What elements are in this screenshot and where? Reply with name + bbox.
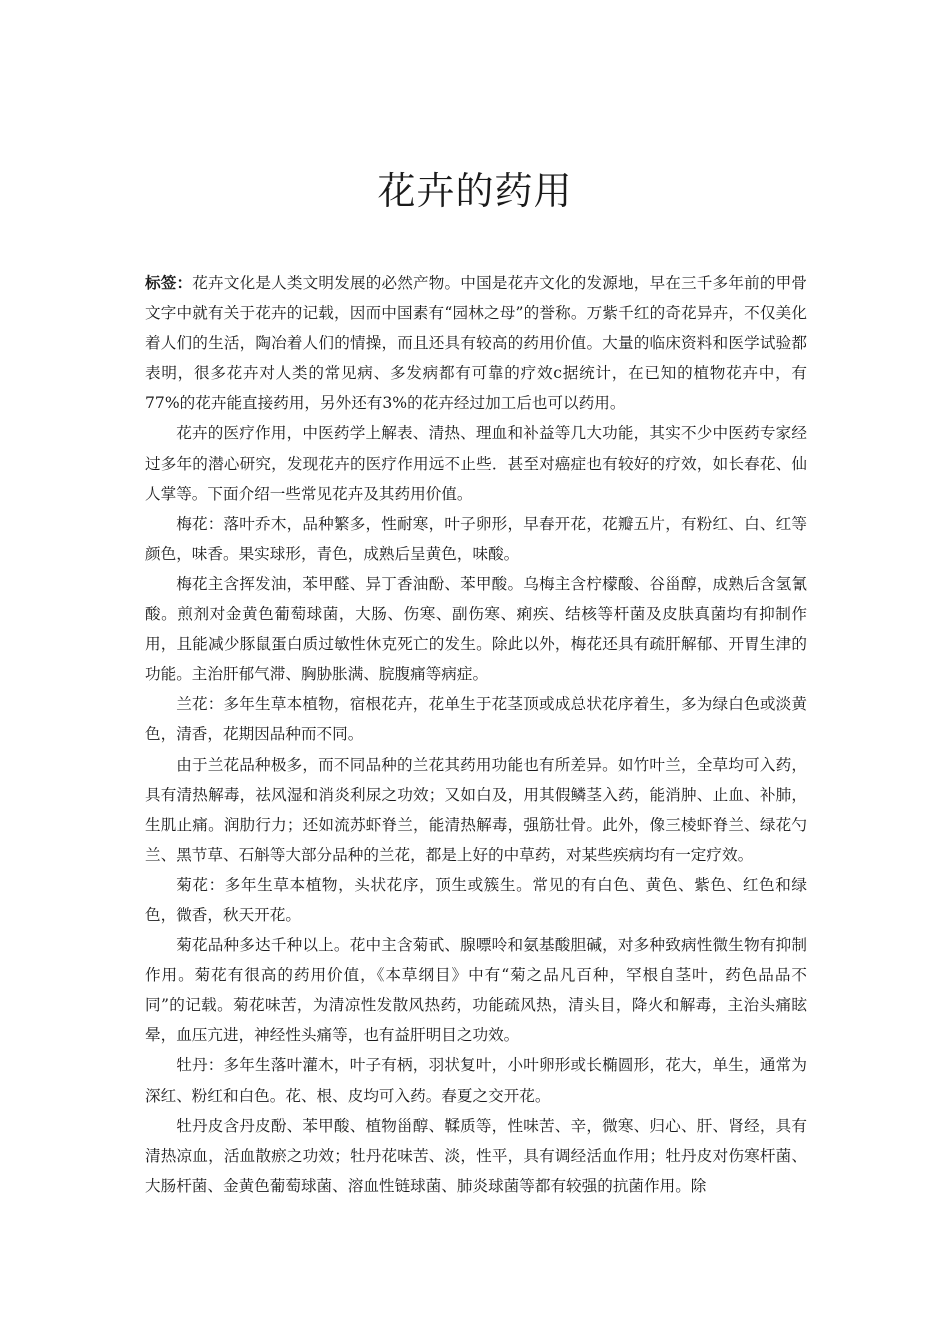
abstract-text: 花卉文化是人类文明发展的必然产物。中国是花卉文化的发源地，早在三千多年前的甲骨文字中就有关于花卉的记载，因而中国素有“园林之母”的誉称。万紫千红的奇花异卉，不仅美化着人们的生活，陶冶着人们的情操，而且还具有较高的药用价值。大量的临床资料和医学试验都表明，很多花卉对人类的常见病、多发病都有可靠的疗效c据统计，在已知的植物花卉中，有77%的花卉能直接药用，另外还有3%的花卉经过加工后也可以药用。 [145, 274, 807, 413]
paragraph-orchid-description: 兰花：多年生草本植物，宿根花卉，花单生于花茎顶或成总状花序着生，多为绿白色或淡黄色，清香，花期因品种而不同。 [145, 695, 807, 744]
paragraph-peony-medicinal: 牡丹皮含丹皮酚、苯甲酸、植物甾醇、鞣质等，性味苦、辛，微寒、归心、肝、肾经，具有清热凉血，活血散瘀之功效；牡丹花味苦、淡，性平，具有调经活血作用；牡丹皮对伤寒杆菌、大肠杆菌、金黄色葡萄球菌、溶血性链球菌、肺炎球菌等都有较强的抗菌作用。除 [145, 1116, 807, 1195]
paragraph-orchid-medicinal: 由于兰花品种极多，而不同品种的兰花其药用功能也有所差异。如竹叶兰，全草均可入药，具有清热解毒，祛风湿和消炎利尿之功效；又如白及，用其假鳞茎入药，能消肿、止血、补肺，生肌止痛。润肋行力；还如流苏虾脊兰，能清热解毒，强筋壮骨。此外，像三棱虾脊兰、绿花勺兰、黑节草、石斛等大部分品种的兰花，都是上好的中草药，对某些疾病均有一定疗效。 [145, 755, 807, 864]
abstract-paragraph [145, 268, 807, 418]
paragraph-plum-description: 梅花：落叶乔木，品种繁多，性耐寒，叶子卵形，早春开花，花瓣五片，有粉红、白、红等颜色，味香。果实球形，青色，成熟后呈黄色，味酸。 [145, 514, 807, 563]
document-body [145, 268, 807, 1201]
paragraph-intro: 花卉的医疗作用，中医药学上解表、清热、理血和补益等几大功能，其实不少中医药专家经过多年的潜心研究，发现花卉的医疗作用远不止些．甚至对癌症也有较好的疗效，如长春花、仙人掌等。下面介绍一些常见花卉及其药用价值。 [145, 424, 807, 503]
paragraph-peony-description: 牡丹：多年生落叶灌木，叶子有柄，羽状复叶，小叶卵形或长椭圆形，花大，单生，通常为深红、粉红和白色。花、根、皮均可入药。春夏之交开花。 [145, 1056, 807, 1105]
paragraph-chrysanthemum-description: 菊花：多年生草本植物，头状花序，顶生或簇生。常见的有白色、黄色、紫色、红色和绿色，微香，秋天开花。 [145, 875, 807, 924]
paragraph-plum-medicinal: 梅花主含挥发油，苯甲醛、异丁香油酚、苯甲酸。乌梅主含柠檬酸、谷甾醇，成熟后含氢氰酸。煎剂对金黄色葡萄球菌，大肠、伤寒、副伤寒、痢疾、结核等杆菌及皮肤真菌均有抑制作用，且能减少豚鼠蛋白质过敏性休克死亡的发生。除此以外，梅花还具有疏肝解郁、开胃生津的功能。主治肝郁气滞、胸胁胀满、脘腹痛等病症。 [145, 574, 807, 684]
abstract-label: 标签： [145, 273, 193, 292]
page-title: 花卉的药用 [377, 169, 573, 213]
paragraph-chrysanthemum-medicinal: 菊花品种多达千种以上。花中主含菊甙、腺嘌呤和氨基酸胆碱，对多种致病性微生物有抑制作用。菊花有很高的药用价值，《本草纲目》中有“菊之品凡百种，罕根自茎叶，药色品品不同”的记载。菊花味苦，为清凉性发散风热药，功能疏风热，清头目，降火和解毒，主治头痛眩晕，血压亢进，神经性头痛等，也有益肝明目之功效。 [145, 936, 807, 1045]
